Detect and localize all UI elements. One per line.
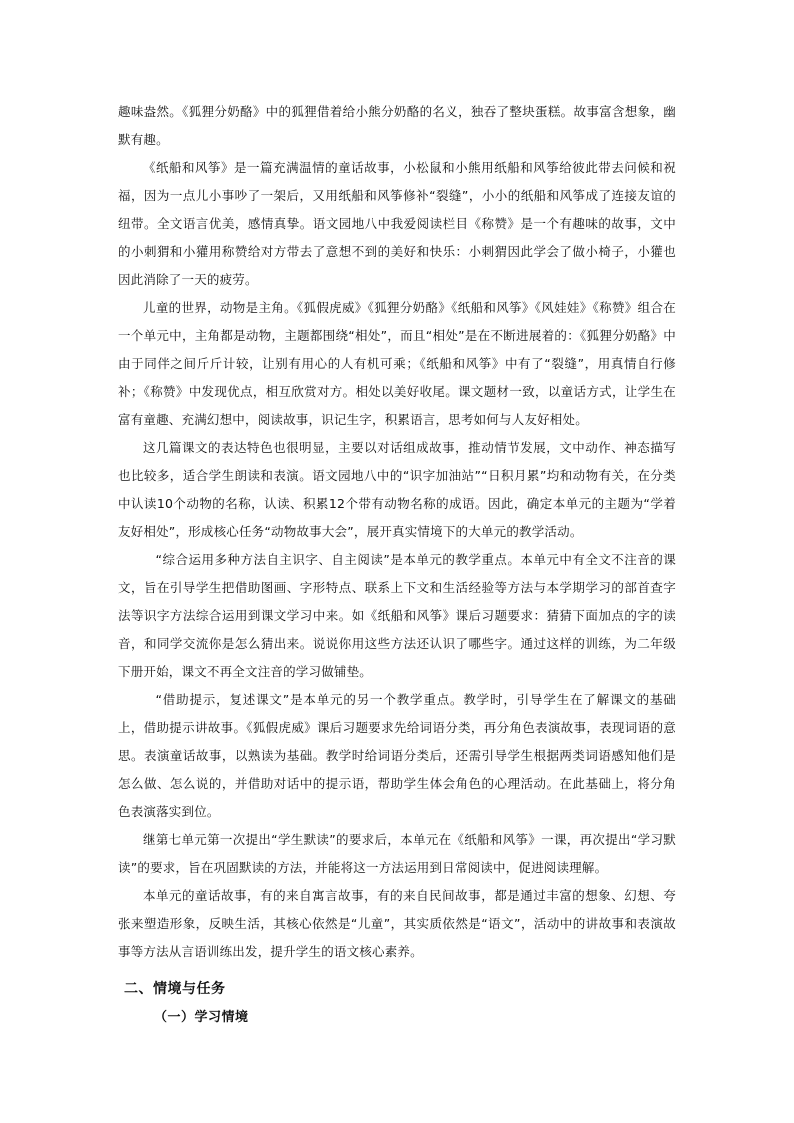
paragraph-6: “借助提示，复述课文”是本单元的另一个教学重点。教学时，引导学生在了解课文的基础上，借助提示讲故事。《狐假虎威》课后习题要求先给词语分类，再分角色表演故事，表现词语的意思。表演童话故事，以熟读为基础。教学时给词语分类后，还需引导学生根据两类词语感知他们是怎么做、怎么说的，并借助对话中的提示语，帮助学生体会角色的心理活动。在此基础上，将分角色表演落实到位。 — [118, 692, 676, 819]
paragraph-4: 这几篇课文的表达特色也很明显，主要以对话组成故事，推动情节发展，文中动作、神态描写也比较多，适合学生朗读和表演。语文园地八中的“识字加油站”“日积月累”均和动物有关，在分类中认读10个动物的名称，认读、积累12个带有动物名称的成语。因此，确定本单元的主题为“学着友好相处”，形成核心任务“动物故事大会”，展开真实情境下的大单元的教学活动。 — [118, 440, 676, 539]
section-heading: 二、情境与任务 — [124, 981, 226, 997]
paragraph-3: 儿童的世界，动物是主角。《狐假虎威》《狐狸分奶酪》《纸船和风筝》《风娃娃》《称赞》组合在一个单元中，主角都是动物，主题都围绕“相处”，而且“相处”是在不断进展着的：《狐狸分奶酪》中由于同伴之间斤斤计较，让别有用心的人有机可乘；《纸船和风筝》中有了“裂缝”，用真情自行修补；《称赞》中发现优点，相互欣赏对方。相处以美好收尾。课文题材一致，以童话方式，让学生在富有童趣、充满幻想中，阅读故事，识记生字，积累语言，思考如何与人友好相处。 — [118, 300, 676, 427]
subsection-heading: （一）学习情境 — [154, 1010, 249, 1025]
paragraph-8: 本单元的童话故事，有的来自寓言故事，有的来自民间故事，都是通过丰富的想象、幻想、夸张来塑造形象，反映生活，其核心依然是“儿童”，其实质依然是“语文”，活动中的讲故事和表演故事等方法从言语训练出发，提升学生的语文核心素养。 — [118, 888, 676, 959]
paragraph-1: 趣味盎然。《狐狸分奶酪》中的狐狸借着给小熊分奶酪的名义，独吞了整块蛋糕。故事富含想象，幽默有趣。 — [118, 104, 676, 147]
paragraph-5: “综合运用多种方法自主识字、自主阅读”是本单元的教学重点。本单元中有全文不注音的课文，旨在引导学生把借助图画、字形特点、联系上下文和生活经验等方法与本学期学习的部首查字法等识字方法综合运用到课文学习中来。如《纸船和风筝》课后习题要求：猜猜下面加点的字的读音，和同学交流你是怎么猜出来。说说你用这些方法还认识了哪些字。通过这样的训练，为二年级下册开始，课文不再全文注音的学习做铺垫。 — [118, 552, 676, 679]
paragraph-2: 《纸船和风筝》是一篇充满温情的童话故事，小松鼠和小熊用纸船和风筝给彼此带去问候和祝福，因为一点儿小事吵了一架后，又用纸船和风筝修补“裂缝”，小小的纸船和风筝成了连接友谊的纽带。全文语言优美，感情真挚。语文园地八中我爱阅读栏目《称赞》是一个有趣味的故事，文中的小刺猬和小獾用称赞给对方带去了意想不到的美好和快乐：小刺猬因此学会了做小椅子，小獾也因此消除了一天的疲劳。 — [118, 160, 676, 287]
paragraph-7: 继第七单元第一次提出“学生默读”的要求后，本单元在《纸船和风筝》一课，再次提出“学习默读”的要求，旨在巩固默读的方法，并能将这一方法运用到日常阅读中，促进阅读理解。 — [118, 832, 676, 875]
document-body — [118, 98, 676, 1032]
